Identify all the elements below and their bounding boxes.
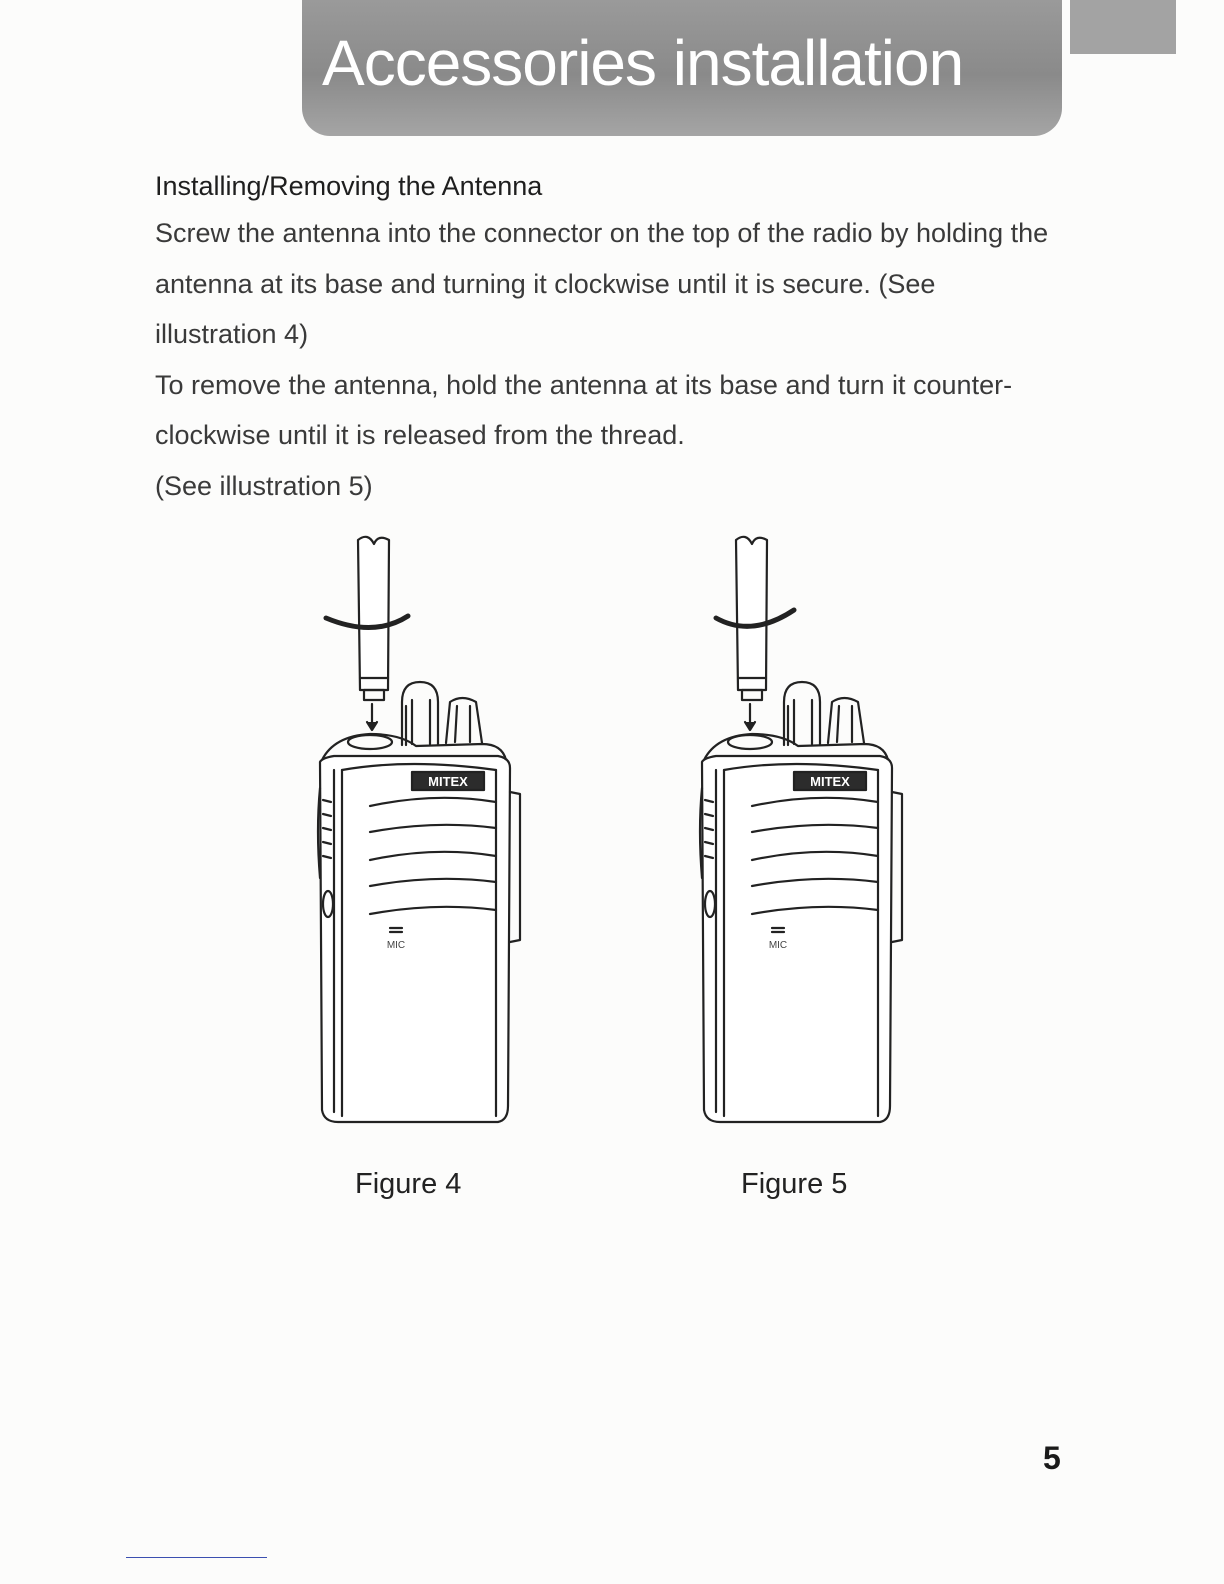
paragraph-install: Screw the antenna into the connector on the top of the radio by holding the antenna at its base and turning it clockwise until it is secure. (See illustration 4) bbox=[155, 218, 1049, 349]
brand-logo-4: MITEX bbox=[428, 774, 468, 789]
figure-4-caption: Figure 4 bbox=[355, 1168, 462, 1200]
mic-label-5: MIC bbox=[768, 940, 788, 951]
figure-5-caption: Figure 5 bbox=[741, 1168, 848, 1200]
brand-logo-5: MITEX bbox=[810, 774, 850, 789]
radio-illustration-5 bbox=[672, 530, 932, 1140]
radio-illustration-4 bbox=[290, 530, 550, 1140]
section-heading: Installing/Removing the Antenna bbox=[155, 171, 543, 201]
main-content bbox=[155, 164, 1055, 511]
paragraph-see-illustration: (See illustration 5) bbox=[155, 470, 373, 501]
mic-label-4: MIC bbox=[386, 940, 406, 951]
figure-5-illustration bbox=[672, 530, 932, 1140]
paragraph-remove: To remove the antenna, hold the antenna at its base and turn it counter-clockwise until it is released from the thread. bbox=[155, 369, 1013, 450]
page-title: Accessories installation bbox=[322, 27, 964, 99]
footer-rule bbox=[126, 1557, 267, 1558]
page-number: 5 bbox=[1043, 1440, 1061, 1476]
figure-4-illustration bbox=[290, 530, 550, 1140]
header-banner bbox=[302, 0, 1062, 136]
corner-tab bbox=[1070, 0, 1176, 54]
